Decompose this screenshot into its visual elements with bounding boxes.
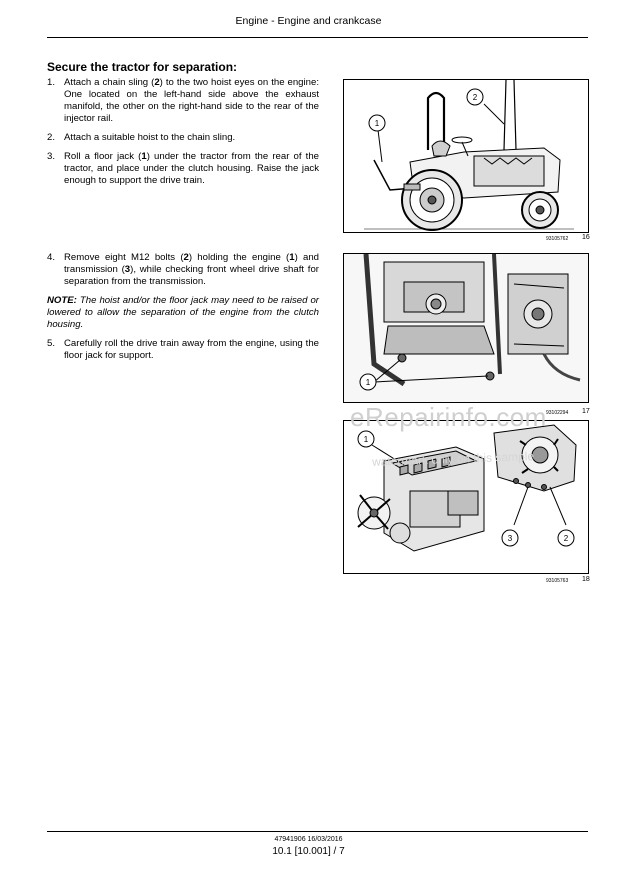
callout-1	[358, 431, 374, 447]
callout-2	[467, 89, 483, 105]
footer-doc-id: 47941906 16/03/2016	[274, 836, 343, 843]
step-list-1	[47, 77, 319, 194]
step-text: Carefully roll the drive train away from the engine, using the floor jack for support.	[64, 338, 319, 361]
watermark: eRepairinfo.com	[350, 402, 547, 432]
svg-text:2: 2	[472, 93, 478, 102]
step-list-2	[47, 252, 319, 369]
figure-number: 16	[582, 234, 590, 241]
header-rule	[47, 37, 588, 38]
step-number: 4.	[47, 252, 56, 263]
note	[47, 295, 319, 331]
footer-rule	[47, 831, 588, 832]
footer-page-number: 10.1 [10.001] / 7	[272, 846, 345, 857]
figure-ref: 93105762	[546, 236, 569, 242]
figure-ref: 93102294	[546, 410, 569, 416]
step-text: Attach a chain sling (2) to the two hoist eyes on the engine: One located on the left-hand side above the exhaust manifold, the other on the right-hand side to the rear of the injector rail.	[64, 77, 319, 124]
section-title: Secure the tractor for separation:	[47, 60, 238, 74]
callout-1	[369, 115, 385, 131]
step-item	[47, 132, 319, 144]
step-item	[47, 151, 319, 187]
svg-text:2: 2	[563, 534, 569, 543]
step-text: Remove eight M12 bolts (2) holding the engine (1) and transmission (3), while checking front wheel drive shaft for separation from the transmission.	[64, 252, 319, 287]
step-item	[47, 252, 319, 288]
callout-2	[558, 530, 574, 546]
bolts-illustration	[344, 254, 588, 402]
callout-1	[360, 374, 376, 390]
figure-number: 17	[582, 408, 590, 415]
svg-text:1: 1	[363, 435, 369, 444]
step-number: 5.	[47, 338, 56, 349]
figure-tractor-hoist	[343, 79, 589, 233]
svg-text:1: 1	[374, 119, 380, 128]
figure-ref: 93105763	[546, 578, 569, 584]
step-text: Roll a floor jack (1) under the tractor from the rear of the tractor, and place under the clutch housing. Raise the jack enough to support the drive train.	[64, 151, 320, 186]
callout-3	[502, 530, 518, 546]
svg-text:1: 1	[365, 378, 371, 387]
tractor-illustration	[344, 80, 588, 232]
step-number: 3.	[47, 151, 56, 162]
figure-separation	[343, 420, 589, 574]
figure-number: 18	[582, 576, 590, 583]
svg-text:3: 3	[507, 534, 513, 543]
note-label: NOTE:	[47, 295, 77, 306]
step-number: 1.	[47, 77, 56, 88]
note-text: The hoist and/or the floor jack may need to be raised or lowered to allow the separation of the engine from the clutch housing.	[47, 295, 319, 330]
watermark-sub: watermark only on this sample	[371, 449, 535, 469]
separation-illustration	[344, 421, 588, 573]
figure-bolts	[343, 253, 589, 403]
step-text: Attach a suitable hoist to the chain sling.	[64, 132, 236, 143]
step-item	[47, 77, 319, 125]
step-item	[47, 338, 319, 362]
running-header: Engine - Engine and crankcase	[235, 15, 382, 27]
step-number: 2.	[47, 132, 56, 143]
